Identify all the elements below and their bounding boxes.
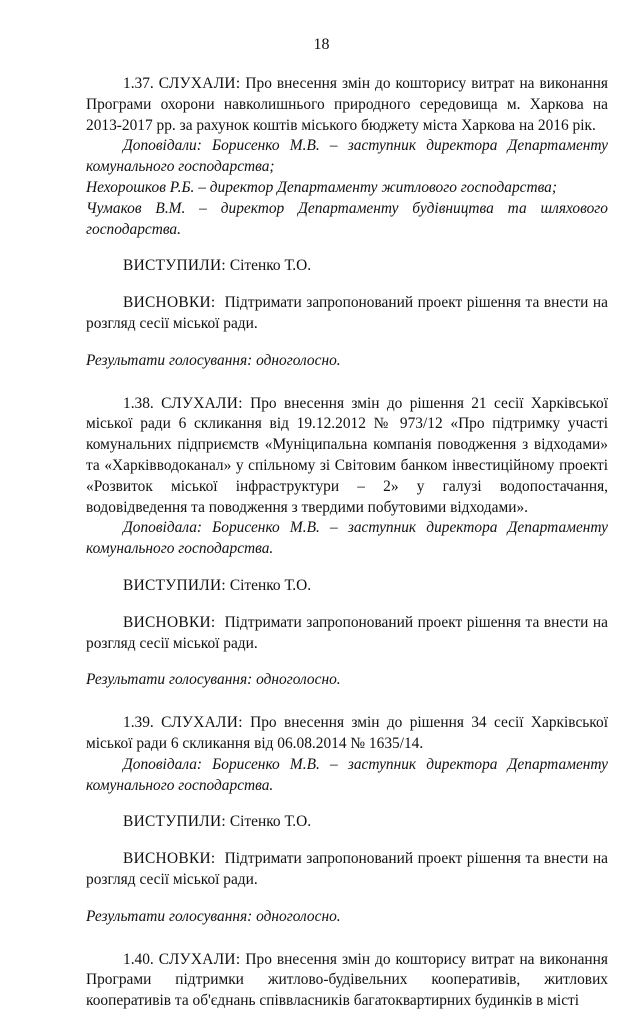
conclusions-paragraph [86,849,608,891]
spoke-label: ВИСТУПИЛИ: [123,257,227,275]
conclusions-text: Підтримати запропонований проект рішення та внести на розгляд сесії міської ради. [86,294,608,332]
page-number: 18 [313,36,330,53]
item-number: 1.38. [123,394,154,412]
speaker-line: Доповідала: Борисенко М.В. – заступник директора Департаменту комунального господарства. [86,755,608,794]
heard-text: Про внесення змін до кошторису витрат на виконання Програми охорони навколишнього природного середовища м. Харкова на 2013-2017 рр. за рахунок коштів міського бюджету міста Харкова на 2016 рік. [86,75,608,134]
spoke-label: ВИСТУПИЛИ: [123,576,227,594]
spoke-text: Сітенко Т.О. [229,576,312,594]
conclusions-label: ВИСНОВКИ: [123,850,216,868]
conclusions-label: ВИСНОВКИ: [123,613,216,631]
item-number: 1.37. [123,75,154,92]
agenda-item [86,713,608,927]
conclusions-paragraph [86,613,608,655]
conclusions-paragraph [86,293,608,335]
speaker-line: Нехорошков Р.Б. – директор Департаменту житлового господарства; [86,178,557,196]
conclusions-label: ВИСНОВКИ: [123,294,216,312]
item-number: 1.40. [123,950,154,968]
spoke-line [86,576,608,597]
heard-text: Про внесення змін до рішення 34 сесії Харківської міської ради 6 скликання від 06.08.2014 № 1635/14. [86,714,608,752]
heard-label: СЛУХАЛИ: [158,950,241,968]
heard-text: Про внесення змін до кошторису витрат на виконання Програми підтримки житлово-будівельних кооперативів, житлових кооперативів та об'єднань співвласників багатоквартирних будинків в місті [86,950,608,1010]
spoke-label: ВИСТУПИЛИ: [123,813,227,831]
vote-result: Результати голосування: одноголосно. [86,671,341,689]
heard-paragraph [86,713,608,755]
spoke-text: Сітенко Т.О. [229,813,312,831]
heard-paragraph [86,74,608,136]
conclusions-text: Підтримати запропонований проект рішення та внести на розгляд сесії міської ради. [86,850,608,888]
vote-result: Результати голосування: одноголосно. [86,907,341,925]
agenda-item [86,74,608,372]
conclusions-text: Підтримати запропонований проект рішення та внести на розгляд сесії міської ради. [86,613,608,652]
agenda-item [86,394,608,692]
spoke-line [86,256,608,277]
spoke-text: Сітенко Т.О. [229,257,312,275]
heard-paragraph [86,950,608,1012]
item-number: 1.39. [123,714,154,732]
heard-label: СЛУХАЛИ: [161,394,243,412]
minutes-content [86,74,608,1012]
agenda-item [86,950,608,1012]
heard-label: СЛУХАЛИ: [161,714,243,732]
heard-paragraph [86,394,608,519]
spoke-line [86,812,608,833]
vote-result: Результати голосування: одноголосно. [86,351,341,369]
speaker-line: Чумаков В.М. – директор Департаменту будівництва та шляхового господарства. [86,199,608,238]
heard-text: Про внесення змін до рішення 21 сесії Харківської міської ради 6 скликання від 19.12.2012 № 973/12 «Про підтримку участі комунальних підприємств «Муніципальна компанія поводження з відходами» та «Харківводоканал» у спільному зі Світовим банком інвестиційному проекті «Розвиток міської інфраструктури – 2» у галузі водопостачання, водовідведення та поводження з твердими побутовими відходами». [86,394,608,516]
speaker-line: Доповідали: Борисенко М.В. – заступник директора Департаменту комунального господарства; [86,137,608,176]
speaker-line: Доповідала: Борисенко М.В. – заступник директора Департаменту комунального господарства. [86,519,608,558]
heard-label: СЛУХАЛИ: [158,75,241,92]
